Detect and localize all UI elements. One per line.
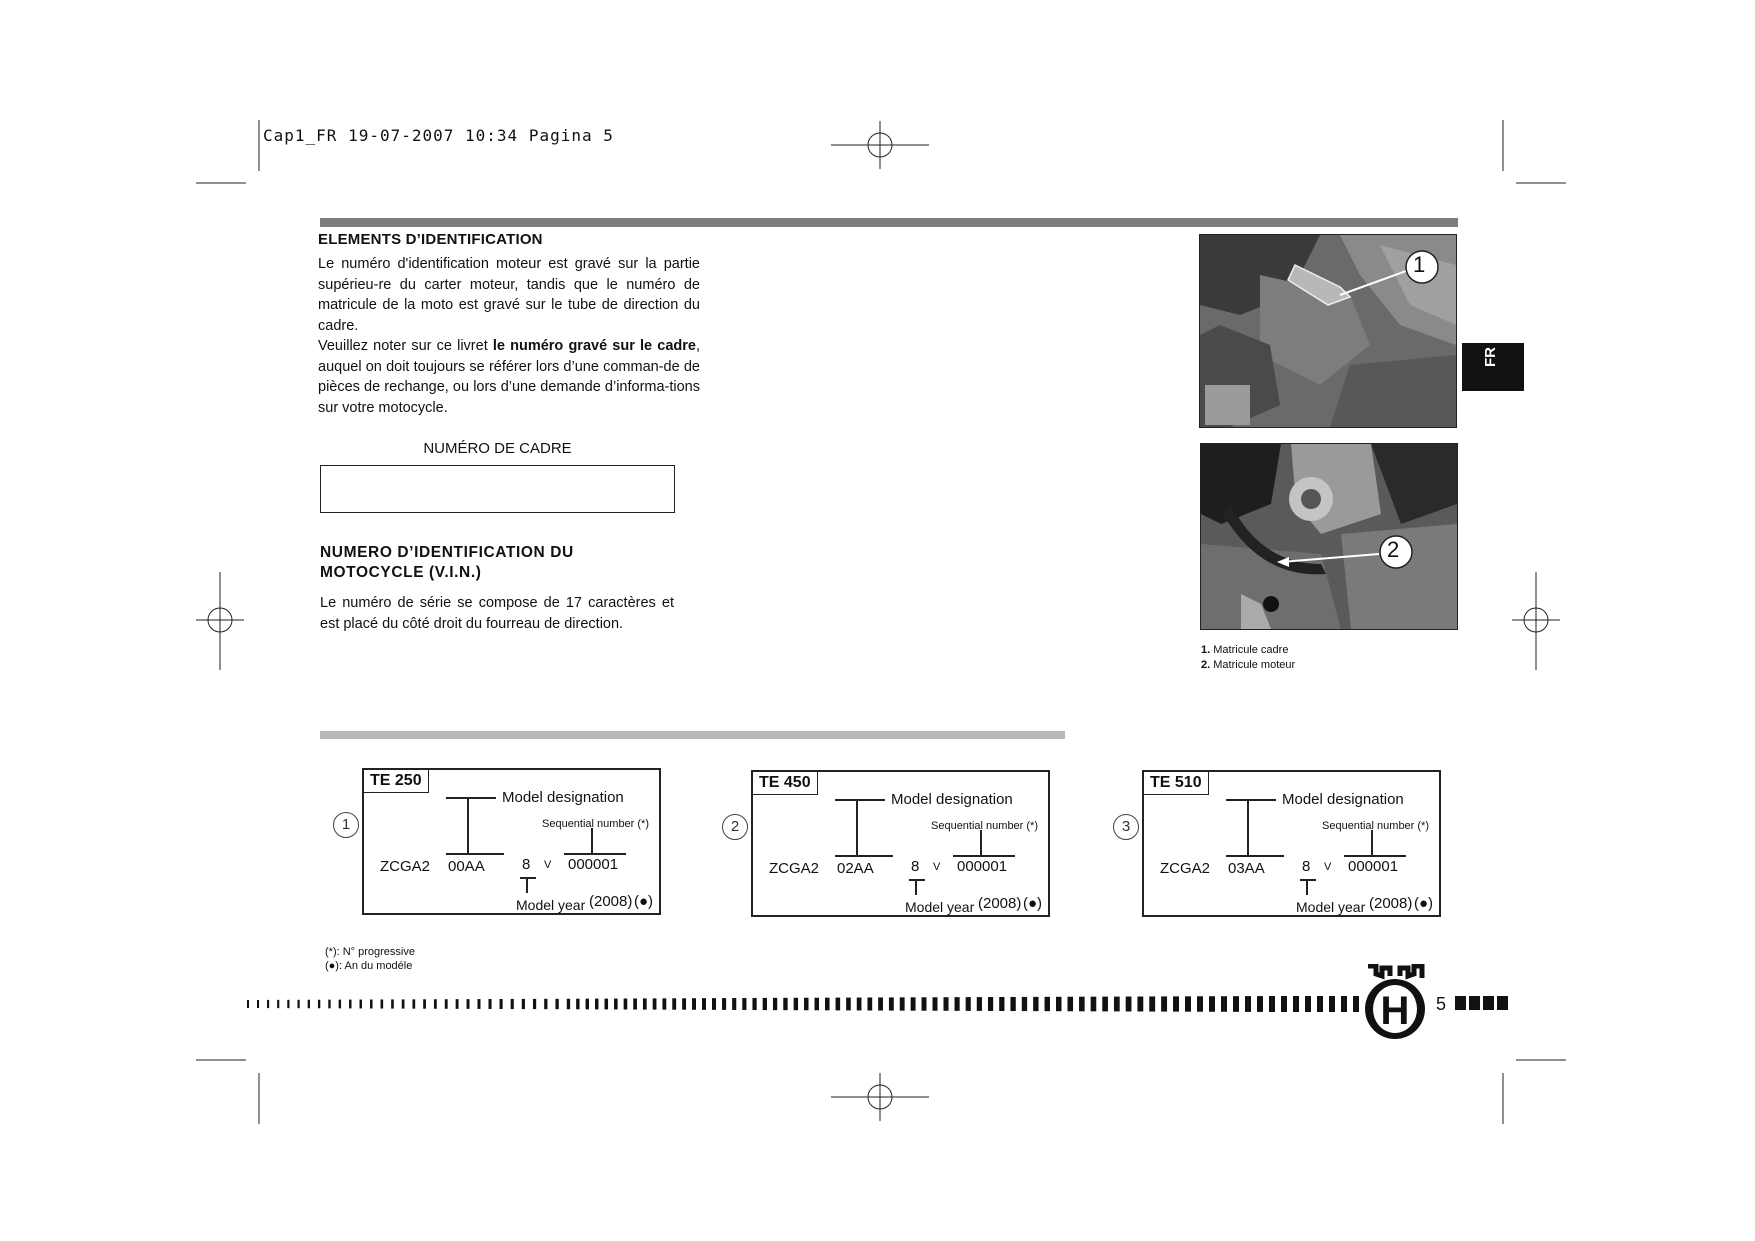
section-title-identification: ELEMENTS D’IDENTIFICATION: [318, 231, 543, 248]
footer-tick: [489, 999, 492, 1009]
footer-tick: [763, 998, 767, 1010]
model-designation-label: Model designation: [891, 791, 1013, 808]
footer-tick: [576, 999, 579, 1010]
footer-tick: [1033, 997, 1038, 1011]
footer-tick: [1173, 996, 1179, 1011]
legend-model-year: (●): An du modéle: [325, 960, 413, 972]
footer-tick: [522, 999, 525, 1009]
footer-tick: [752, 998, 756, 1010]
footer-tick: [1114, 997, 1120, 1012]
footer-tick: [1137, 997, 1143, 1012]
section-rule-top: [320, 218, 1458, 227]
footer-tick: [287, 1000, 289, 1008]
footer-tick: [381, 999, 384, 1008]
vin-plant-code: V: [933, 861, 941, 873]
footer-tick: [783, 998, 787, 1010]
footer-tick: [511, 999, 514, 1009]
footer-tick: [423, 999, 426, 1008]
footer-tick: [1209, 996, 1215, 1012]
vin-label-diagram: [1142, 770, 1441, 917]
vin-year-code: 8: [911, 858, 920, 875]
footer-tick: [1305, 996, 1311, 1012]
footer-tick: [653, 998, 657, 1009]
footer-tick: [328, 1000, 330, 1009]
print-slug: Cap1_FR 19-07-2007 10:34 Pagina 5: [263, 126, 614, 145]
footer-tick: [643, 998, 647, 1009]
caption-1-number: 1.: [1201, 644, 1211, 656]
vin-paragraph: Le numéro de série se compose de 17 caractères et est placé du côté droit du fourreau de direction.: [320, 595, 674, 632]
footer-tick: [257, 1000, 259, 1008]
vin-plant-code: V: [1324, 861, 1332, 873]
footer-tick: [878, 997, 883, 1010]
engine-number-photo: [1200, 443, 1458, 630]
footer-tick: [1233, 996, 1239, 1012]
footer-tick: [339, 1000, 341, 1009]
footer-tick: [467, 999, 470, 1009]
model-year-mark: (●): [634, 893, 654, 910]
footer-tick: [318, 1000, 320, 1009]
footer-tick: [391, 999, 394, 1008]
footer-tick: [1045, 997, 1050, 1011]
footer-tick: [966, 997, 971, 1011]
footer-tick: [692, 998, 696, 1010]
footer-tick: [900, 997, 905, 1010]
footer-tick: [1126, 997, 1132, 1012]
vin-diagram-index: 2: [722, 814, 748, 840]
footer-tick: [722, 998, 726, 1010]
caption-2-number: 2.: [1201, 659, 1211, 671]
language-tab: [1462, 343, 1524, 391]
footer-tick: [267, 1000, 269, 1008]
footer-tick: [712, 998, 716, 1010]
model-year-mark: (●): [1414, 895, 1434, 912]
section-title-vin: NUMERO D’IDENTIFICATION DU MOTOCYCLE (V.I.N.): [320, 544, 574, 581]
vin-label-diagram: [362, 768, 661, 915]
footer-tick: [544, 999, 547, 1009]
model-year-label: Model year: [905, 899, 975, 915]
caption-2-text: Matricule moteur: [1213, 659, 1296, 671]
footer-tick: [804, 998, 808, 1011]
footer-tick: [297, 1000, 299, 1008]
footer-tick: [605, 999, 609, 1010]
footer-tick: [1185, 996, 1191, 1011]
footer-tick: [1010, 997, 1015, 1011]
footer-tick: [867, 998, 872, 1011]
identification-text-b-bold: le numéro gravé sur le cadre: [492, 338, 696, 354]
footer-tick: [533, 999, 536, 1009]
footer-tick: [1353, 996, 1359, 1012]
vin-year-code: 8: [1302, 858, 1311, 875]
vin-model-code: 02AA: [837, 860, 874, 877]
footer-tick: [825, 998, 830, 1011]
model-year-value: (2008): [978, 895, 1022, 912]
footer-tick: [1281, 996, 1287, 1012]
footer-tick: [595, 999, 599, 1010]
footer-tick: [624, 999, 628, 1010]
footer-tick: [360, 1000, 363, 1009]
footer-tick: [977, 997, 982, 1011]
vin-model-code: 03AA: [1228, 860, 1265, 877]
model-designation-label: Model designation: [502, 789, 624, 806]
page-number: 5: [1436, 994, 1447, 1014]
footer-tick: [773, 998, 777, 1010]
vin-plant-code: V: [544, 859, 552, 871]
footer-tick: [944, 997, 949, 1011]
footer-tick: [955, 997, 960, 1011]
footer-block: [1469, 996, 1480, 1010]
footer-tick: [922, 997, 927, 1010]
photo-caption: [1201, 643, 1295, 673]
vin-legend: [325, 945, 415, 973]
vin-sequence: 000001: [1348, 858, 1399, 875]
identification-paragraph: [318, 254, 700, 418]
footer-tick: [370, 1000, 373, 1009]
footer-tick: [1056, 997, 1062, 1011]
model-year-mark: (●): [1023, 895, 1043, 912]
footer-tick: [277, 1000, 279, 1008]
vin-connector-lines: [753, 772, 1048, 915]
footer-tick: [889, 997, 894, 1010]
vin-model-code: 00AA: [448, 858, 485, 875]
footer-tick: [633, 998, 637, 1009]
identification-text-b-pre: Veuillez noter sur ce livret: [318, 338, 493, 354]
footer-tick: [794, 998, 798, 1010]
caption-1-text: Matricule cadre: [1213, 644, 1289, 656]
footer-tick: [445, 999, 448, 1009]
footer-tick: [1079, 997, 1085, 1012]
footer-tick: [1317, 996, 1323, 1012]
model-code: TE 250: [364, 770, 429, 793]
footer-tick: [1022, 997, 1027, 1011]
identification-text-b-post: , auquel on doit toujours se référer lors d’une comman-de de pièces de rechange, ou lors d’une demande d’informa-tions sur votre motocycle.: [318, 338, 700, 416]
footer-tick: [1068, 997, 1074, 1012]
frame-number-photo: [1199, 234, 1457, 428]
footer-tick: [412, 999, 415, 1008]
model-code: TE 450: [753, 772, 818, 795]
sequential-number-label: Sequential number (*): [542, 818, 650, 830]
footer-tick: [308, 1000, 310, 1009]
footer-tick: [1269, 996, 1275, 1012]
callout-1: 1: [1413, 252, 1426, 277]
footer-tick: [836, 998, 841, 1011]
footer-tick: [1329, 996, 1335, 1012]
language-tab-label: FR: [1482, 347, 1499, 367]
footer-tick: [1091, 997, 1097, 1012]
footer-block: [1455, 996, 1466, 1010]
vin-prefix: ZCGA2: [769, 860, 820, 877]
logo-letter: H: [1380, 989, 1410, 1033]
footer-tick: [1257, 996, 1263, 1012]
vin-sequence: 000001: [957, 858, 1008, 875]
model-year-label: Model year: [1296, 899, 1366, 915]
footer-tick: [815, 998, 820, 1011]
footer-tick: [500, 999, 503, 1009]
footer-tick: [478, 999, 481, 1009]
footer-tick: [586, 999, 589, 1010]
vin-diagram-index: 3: [1113, 814, 1139, 840]
footer-tick: [662, 998, 666, 1009]
footer-tick: [682, 998, 686, 1010]
sequential-number-label: Sequential number (*): [931, 820, 1039, 832]
footer-tick: [846, 998, 851, 1011]
identification-text-a: Le numéro d'identification moteur est gravé sur la partie supérieu-re du carter moteur, tandis que le numéro de matricule de la moto est gravé sur le tube de direction du cadre.: [318, 256, 700, 334]
footer-tick: [732, 998, 736, 1010]
vin-connector-lines: [364, 770, 659, 913]
model-year-value: (2008): [589, 893, 633, 910]
footer-tick: [672, 998, 676, 1009]
legend-sequential: (*): N° progressive: [325, 946, 415, 958]
footer-tick: [1197, 996, 1203, 1011]
footer-tick: [1102, 997, 1108, 1012]
vin-connector-lines: [1144, 772, 1439, 915]
footer-tick: [1341, 996, 1347, 1012]
model-designation-label: Model designation: [1282, 791, 1404, 808]
footer-tick: [1245, 996, 1251, 1012]
footer-tick: [247, 1000, 249, 1008]
frame-number-field[interactable]: [320, 465, 675, 513]
footer-tick: [702, 998, 706, 1010]
footer-tick: [349, 1000, 351, 1009]
footer-tick-bar: [245, 990, 1515, 1020]
footer-tick: [1293, 996, 1299, 1012]
footer-tick: [614, 999, 618, 1010]
footer-tick: [933, 997, 938, 1011]
footer-tick: [567, 999, 570, 1010]
vin-sequence: 000001: [568, 856, 619, 873]
model-year-label: Model year: [516, 897, 586, 913]
callout-2: 2: [1387, 537, 1400, 562]
frame-number-label: NUMÉRO DE CADRE: [423, 440, 572, 457]
vin-diagram-index: 1: [333, 812, 359, 838]
footer-tick: [456, 999, 459, 1009]
model-code: TE 510: [1144, 772, 1209, 795]
footer-tick: [1161, 996, 1167, 1011]
footer-tick: [911, 997, 916, 1010]
footer-tick: [988, 997, 993, 1011]
footer-tick: [857, 998, 862, 1011]
vin-prefix: ZCGA2: [380, 858, 431, 875]
model-year-value: (2008): [1369, 895, 1413, 912]
footer-block: [1483, 996, 1494, 1010]
vin-prefix: ZCGA2: [1160, 860, 1211, 877]
footer-tick: [434, 999, 437, 1009]
husqvarna-logo-icon: [1362, 964, 1428, 1042]
vin-label-diagram: [751, 770, 1050, 917]
footer-tick: [402, 999, 405, 1008]
footer-tick: [742, 998, 746, 1010]
footer-tick: [1221, 996, 1227, 1012]
vin-year-code: 8: [522, 856, 531, 873]
section-rule-middle: [320, 731, 1065, 739]
footer-tick: [1149, 996, 1155, 1011]
footer-block: [1497, 996, 1508, 1010]
footer-tick: [999, 997, 1004, 1011]
footer-tick: [555, 999, 558, 1009]
sequential-number-label: Sequential number (*): [1322, 820, 1430, 832]
